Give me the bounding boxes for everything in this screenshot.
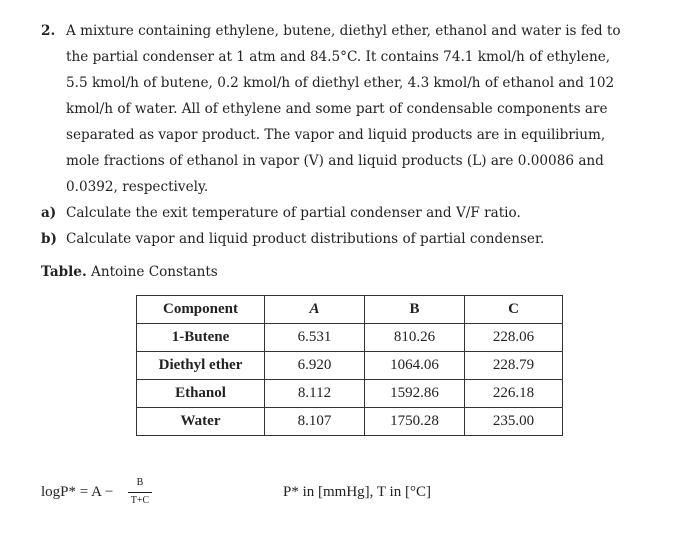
table-caption-text: Antoine Constants bbox=[86, 264, 218, 280]
table-caption bbox=[41, 264, 218, 280]
part-b-text: Calculate vapor and liquid product distributions of partial condenser. bbox=[66, 231, 545, 247]
problem-line-6: mole fractions of ethanol in vapor (V) and liquid products (L) are 0.00086 and bbox=[66, 153, 604, 169]
part-b-label: b) bbox=[41, 231, 57, 247]
header-c: C bbox=[465, 296, 563, 324]
formula-units: P* in [mmHg], T in [°C] bbox=[283, 484, 431, 500]
cell-component: Ethanol bbox=[137, 380, 265, 408]
antoine-table bbox=[136, 295, 563, 436]
header-a: A bbox=[265, 296, 365, 324]
problem-line-4: kmol/h of water. All of ethylene and some part of condensable components are bbox=[66, 101, 608, 117]
cell-component: 1-Butene bbox=[137, 324, 265, 352]
problem-line-7: 0.0392, respectively. bbox=[66, 179, 209, 195]
problem-line-3: 5.5 kmol/h of butene, 0.2 kmol/h of diethyl ether, 4.3 kmol/h of ethanol and 102 bbox=[66, 75, 615, 91]
cell-component: Water bbox=[137, 408, 265, 436]
header-b: B bbox=[365, 296, 465, 324]
cell-b: 1064.06 bbox=[365, 352, 465, 380]
cell-c: 228.06 bbox=[465, 324, 563, 352]
table-row bbox=[137, 408, 563, 436]
problem-number: 2. bbox=[41, 23, 56, 39]
table-row bbox=[137, 324, 563, 352]
formula-numerator: B bbox=[136, 477, 144, 488]
formula-denominator: T+C bbox=[130, 495, 150, 506]
header-component: Component bbox=[137, 296, 265, 324]
part-a-text: Calculate the exit temperature of partial condenser and V/F ratio. bbox=[66, 205, 521, 221]
cell-c: 226.18 bbox=[465, 380, 563, 408]
cell-a: 6.920 bbox=[265, 352, 365, 380]
cell-b: 810.26 bbox=[365, 324, 465, 352]
cell-a: 8.107 bbox=[265, 408, 365, 436]
cell-a: 8.112 bbox=[265, 380, 365, 408]
problem-line-2: the partial condenser at 1 atm and 84.5°C. It contains 74.1 kmol/h of ethylene, bbox=[66, 49, 611, 65]
table-row bbox=[137, 352, 563, 380]
formula-lhs: logP* = A − bbox=[41, 484, 114, 500]
cell-c: 235.00 bbox=[465, 408, 563, 436]
table-caption-label: Table. bbox=[41, 264, 87, 280]
problem-line-5: separated as vapor product. The vapor and liquid products are in equilibrium, bbox=[66, 127, 606, 143]
cell-b: 1750.28 bbox=[365, 408, 465, 436]
problem-line-1: A mixture containing ethylene, butene, diethyl ether, ethanol and water is fed to bbox=[66, 23, 621, 39]
table-row bbox=[137, 380, 563, 408]
cell-b: 1592.86 bbox=[365, 380, 465, 408]
table-header-row bbox=[137, 296, 563, 324]
fraction-bar bbox=[128, 492, 152, 493]
cell-c: 228.79 bbox=[465, 352, 563, 380]
cell-a: 6.531 bbox=[265, 324, 365, 352]
cell-component: Diethyl ether bbox=[137, 352, 265, 380]
part-a-label: a) bbox=[41, 205, 57, 221]
